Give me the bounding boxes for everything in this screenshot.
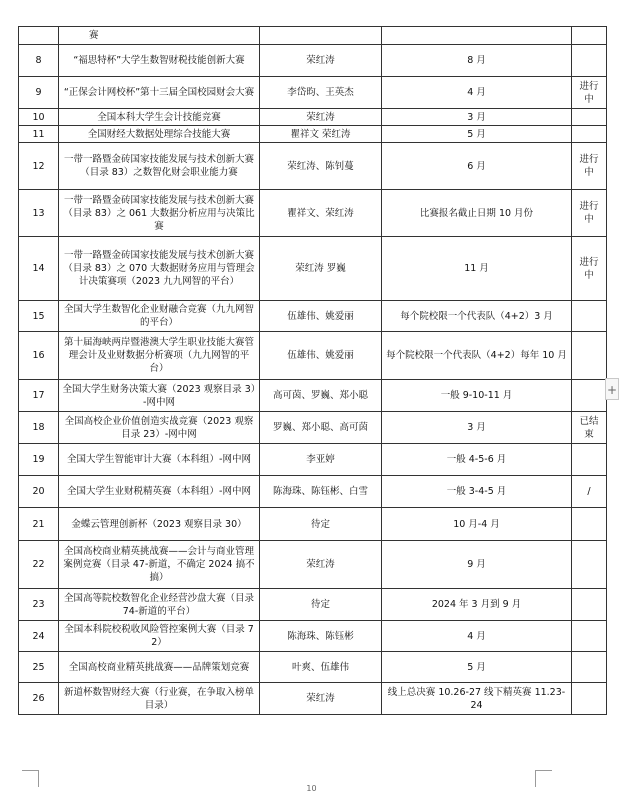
cell-no: 22 [19, 541, 59, 589]
cell-person: 陈海珠、陈钰彬 [260, 621, 382, 652]
cell-no: 16 [19, 332, 59, 380]
cell-person: 罗巍、郑小聪、高可茵 [260, 412, 382, 444]
cell-name: 全国高校企业价值创造实战竞赛（2023 观察目录 23）-网中网 [59, 412, 260, 444]
cell-status: 进行中 [572, 77, 607, 109]
cell-no: 14 [19, 237, 59, 301]
cell-status [572, 380, 607, 412]
cell-name: “福思特杯”大学生数智财税技能创新大赛 [59, 45, 260, 77]
cell-time: 每个院校限一个代表队（4+2）3 月 [382, 301, 572, 332]
cell-status [572, 589, 607, 621]
cell-name: 全国高校商业精英挑战赛——会计与商业管理案例竞赛（目录 47-新道，不确定 2024 搞不搞） [59, 541, 260, 589]
table-row [19, 45, 607, 77]
cell-person [260, 27, 382, 45]
cell-name: 一带一路暨金砖国家技能发展与技术创新大赛（目录 83）之数智化财会职业能力赛 [59, 143, 260, 190]
cell-person: 荣红涛 罗巍 [260, 237, 382, 301]
cell-time: 11 月 [382, 237, 572, 301]
cell-no: 23 [19, 589, 59, 621]
cell-no: 9 [19, 77, 59, 109]
table-row [19, 589, 607, 621]
cell-no: 19 [19, 444, 59, 476]
cell-name: 全国高等院校数智化企业经营沙盘大赛（目录 74-新道的平台） [59, 589, 260, 621]
cell-time: 9 月 [382, 541, 572, 589]
cell-person: 李岱昀、王英杰 [260, 77, 382, 109]
cell-name: 全国大学生业财税精英赛（本科组）-网中网 [59, 476, 260, 508]
cell-time: 一般 9-10-11 月 [382, 380, 572, 412]
cell-no: 20 [19, 476, 59, 508]
cell-status [572, 126, 607, 143]
cell-person: 待定 [260, 508, 382, 541]
cell-person: 待定 [260, 589, 382, 621]
cell-time: 8 月 [382, 45, 572, 77]
cell-time: 3 月 [382, 412, 572, 444]
cell-no: 13 [19, 190, 59, 237]
cell-status [572, 621, 607, 652]
cell-time: 5 月 [382, 652, 572, 683]
cell-no: 21 [19, 508, 59, 541]
cell-person: 瞿祥文、荣红涛 [260, 190, 382, 237]
cell-person: 高可茵、罗巍、郑小聪 [260, 380, 382, 412]
table-row [19, 77, 607, 109]
competition-table [18, 26, 607, 715]
cell-name: 全国大学生数智化企业财融合竞赛（九九网智的平台） [59, 301, 260, 332]
cell-time: 10 月-4 月 [382, 508, 572, 541]
table-row [19, 109, 607, 126]
table-row [19, 541, 607, 589]
cell-status [572, 652, 607, 683]
cell-name: 全国大学生智能审计大赛（本科组）-网中网 [59, 444, 260, 476]
cell-status [572, 332, 607, 380]
table-row [19, 444, 607, 476]
cell-time: 5 月 [382, 126, 572, 143]
table-row [19, 412, 607, 444]
table-row [19, 301, 607, 332]
cell-time: 4 月 [382, 77, 572, 109]
table-row [19, 652, 607, 683]
cell-no: 11 [19, 126, 59, 143]
table-row [19, 237, 607, 301]
cell-status [572, 508, 607, 541]
cell-time [382, 27, 572, 45]
cell-name: 全国本科院校税收风险管控案例大赛（目录 72） [59, 621, 260, 652]
cell-person: 伍雄伟、姚爱丽 [260, 332, 382, 380]
table-row [19, 332, 607, 380]
cell-no: 17 [19, 380, 59, 412]
cell-no: 12 [19, 143, 59, 190]
table-row [19, 143, 607, 190]
cell-no [19, 27, 59, 45]
cell-person: 叶爽、伍雄伟 [260, 652, 382, 683]
cell-person: 伍雄伟、姚爱丽 [260, 301, 382, 332]
cell-person: 荣红涛 [260, 541, 382, 589]
cell-time: 3 月 [382, 109, 572, 126]
cell-name: 一带一路暨金砖国家技能发展与技术创新大赛（目录 83）之 061 大数据分析应用与决策比赛 [59, 190, 260, 237]
cell-person: 荣红涛 [260, 683, 382, 715]
table-row [19, 190, 607, 237]
cell-status: 已结束 [572, 412, 607, 444]
cell-name: “正保会计网校杯”第十三届全国校园财会大赛 [59, 77, 260, 109]
cell-person: 荣红涛 [260, 45, 382, 77]
cell-time: 4 月 [382, 621, 572, 652]
cell-status [572, 301, 607, 332]
cell-status: / [572, 476, 607, 508]
cell-name: 全国大学生财务决策大赛（2023 观察目录 3）-网中网 [59, 380, 260, 412]
cell-status: 进行中 [572, 190, 607, 237]
cell-name: 新道杯数智财经大赛（行业赛，在争取入榜单目录） [59, 683, 260, 715]
cell-time: 比赛报名截止日期 10 月份 [382, 190, 572, 237]
cell-time: 一般 4-5-6 月 [382, 444, 572, 476]
cell-status [572, 683, 607, 715]
cell-person: 李亚婷 [260, 444, 382, 476]
table-row [19, 621, 607, 652]
cell-status [572, 541, 607, 589]
page-number: 10 [306, 784, 317, 793]
cell-name: 金蝶云管理创新杯（2023 观察目录 30） [59, 508, 260, 541]
cell-person: 陈海珠、陈钰彬、白雪 [260, 476, 382, 508]
cell-time: 2024 年 3 月到 9 月 [382, 589, 572, 621]
cell-name: 第十届海峡两岸暨港澳大学生职业技能大赛管理会计及业财数据分析赛项（九九网智的平台） [59, 332, 260, 380]
cell-no: 8 [19, 45, 59, 77]
cell-person: 瞿祥文 荣红涛 [260, 126, 382, 143]
cell-time: 每个院校限一个代表队（4+2）每年 10 月 [382, 332, 572, 380]
cell-no: 24 [19, 621, 59, 652]
cell-status [572, 444, 607, 476]
cell-status: 进行中 [572, 237, 607, 301]
cell-status: 进行中 [572, 143, 607, 190]
cell-name: 赛 [59, 27, 260, 45]
cell-status [572, 109, 607, 126]
cell-name: 一带一路暨金砖国家技能发展与技术创新大赛（目录 83）之 070 大数据财务应用与管理会计决策赛项（2023 九九网智的平台） [59, 237, 260, 301]
cell-time: 线上总决赛 10.26-27 线下精英赛 11.23-24 [382, 683, 572, 715]
cell-no: 25 [19, 652, 59, 683]
cell-no: 15 [19, 301, 59, 332]
table-row [19, 508, 607, 541]
table-row [19, 126, 607, 143]
table-row-continued [19, 27, 607, 45]
cell-status [572, 45, 607, 77]
cell-name: 全国高校商业精英挑战赛——品牌策划竞赛 [59, 652, 260, 683]
cell-name: 全国财经大数据处理综合技能大赛 [59, 126, 260, 143]
cell-person: 荣红涛、陈钊蔓 [260, 143, 382, 190]
cell-name: 全国本科大学生会计技能竞赛 [59, 109, 260, 126]
table-row [19, 380, 607, 412]
table-row [19, 683, 607, 715]
cell-time: 一般 3-4-5 月 [382, 476, 572, 508]
cell-no: 26 [19, 683, 59, 715]
cell-status [572, 27, 607, 45]
add-button[interactable]: + [605, 378, 619, 400]
cell-no: 18 [19, 412, 59, 444]
cell-time: 6 月 [382, 143, 572, 190]
cell-no: 10 [19, 109, 59, 126]
table-row [19, 476, 607, 508]
cell-person: 荣红涛 [260, 109, 382, 126]
